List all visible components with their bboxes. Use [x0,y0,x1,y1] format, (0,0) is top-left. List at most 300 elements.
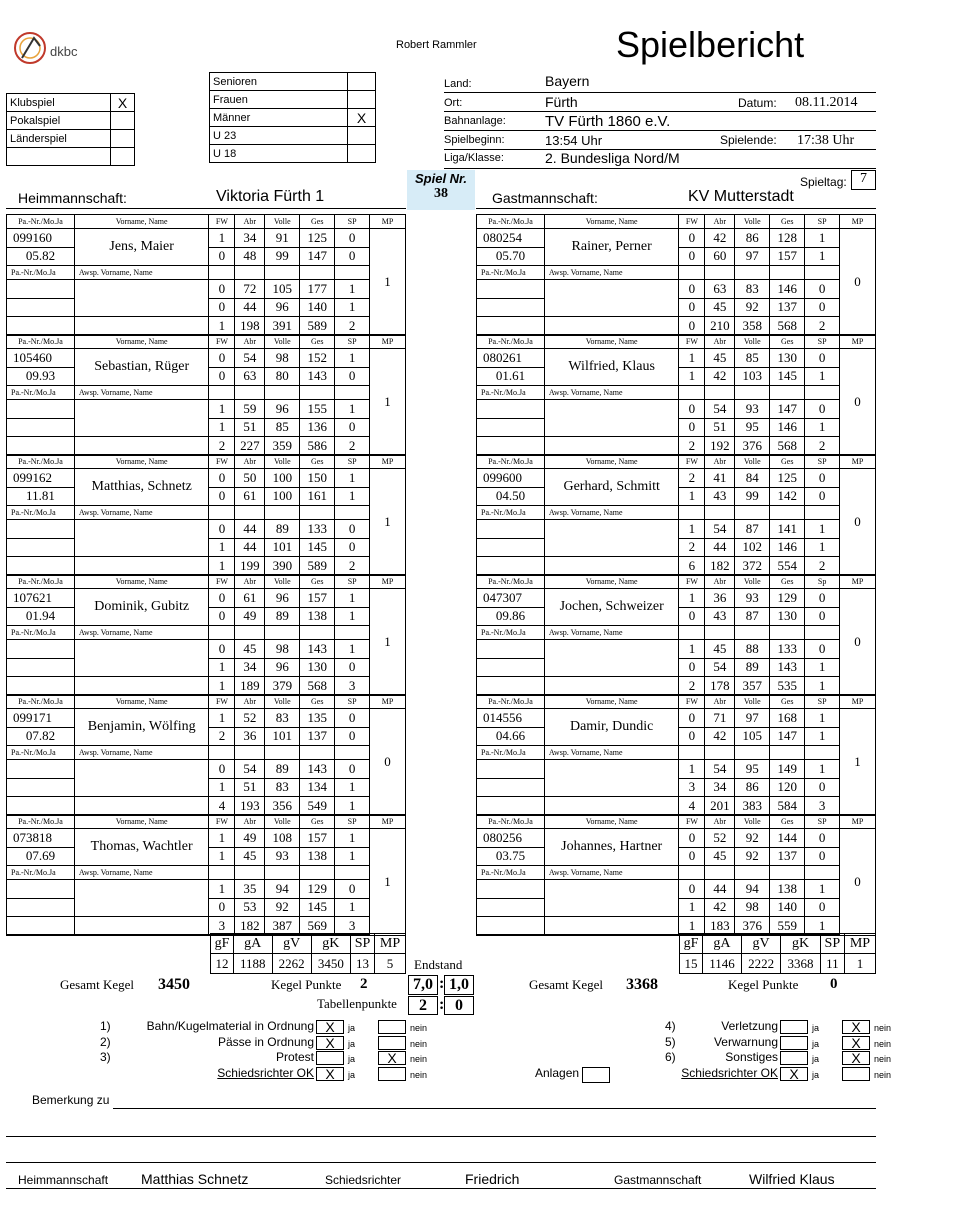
cell: 198 [235,317,265,336]
player-row [477,400,876,419]
cell: Volle [265,455,300,469]
player-block [6,454,406,576]
cell: 1 [335,640,370,659]
cell: 93 [265,847,300,866]
player-row [477,280,876,299]
cell: Pa.-Nr./Mo.Ja [477,266,545,280]
cell: 0 [805,778,840,797]
cell [477,760,545,779]
cell: 0 [679,880,705,899]
player-row [7,829,406,848]
player-row [7,400,406,419]
total-row [477,317,876,336]
cell: 1 [209,778,235,797]
cell [335,506,370,520]
home-gesamt-value: 3450 [158,976,190,993]
land-label: Land: [444,78,472,90]
guest-gesamt-label: Gesamt Kegel [529,977,604,992]
cell: Abr [235,335,265,349]
cell: 356 [265,797,300,816]
ja-label: ja [348,1039,356,1049]
cell: Vorname, Name [544,215,679,229]
cell: Abr [705,575,735,589]
cell [7,658,75,677]
cell: 142 [770,487,805,506]
cell: Pa.-Nr./Mo.Ja [477,575,545,589]
cell: 1 [209,538,235,557]
cell: Awsp. Vorname, Name [74,266,209,280]
cell: 60 [705,247,735,266]
cell [805,506,840,520]
cell: 98 [265,640,300,659]
category-label: Senioren [210,73,348,91]
cell: 54 [705,520,735,539]
cell: FW [209,815,235,829]
cell: 0 [805,298,840,317]
cell: 72 [235,280,265,299]
cell: 047307 [477,589,545,608]
cell [265,626,300,640]
cell: 51 [235,778,265,797]
cell: 13 [350,954,374,974]
cell: 3 [679,778,705,797]
sig-guest-label: Gastmannschaft [614,1173,702,1187]
cell: 0 [209,298,235,317]
cell: 45 [235,847,265,866]
ja-label: ja [812,1070,820,1080]
cell: 0 [805,829,840,848]
total-row [7,797,406,816]
cell: 2 [335,557,370,576]
home-gesamt-label: Gesamt Kegel [60,977,135,992]
cell [265,266,300,280]
cell: 0 [209,520,235,539]
cell: SP [335,695,370,709]
cell: 1 [335,847,370,866]
cell: 130 [300,658,335,677]
cell: 584 [770,797,805,816]
category-label: Männer [210,109,348,127]
cell [544,437,679,456]
cell: 0 [679,229,705,248]
player-block [6,214,406,336]
cell: 0 [335,760,370,779]
cell: 1 [805,367,840,386]
cell [544,880,679,917]
cell [679,266,705,280]
cell: 0 [679,418,705,437]
cell: MP [370,335,406,349]
cell [805,866,840,880]
spiel-nr-label: Spiel Nr. [414,171,468,186]
cell: 4 [679,797,705,816]
player-row [477,349,876,368]
cell: Pa.-Nr./Mo.Ja [7,215,75,229]
cell: 149 [770,760,805,779]
cell: Abr [235,455,265,469]
check-number: 1) [100,1019,111,1033]
cell: 120 [770,778,805,797]
cell: 130 [770,349,805,368]
cell: 1 [679,640,705,659]
cell: 36 [705,589,735,608]
player-name: Sebastian, Rüger [74,349,209,386]
cell: 177 [300,280,335,299]
cell [74,917,209,936]
cell: Vorname, Name [544,695,679,709]
cell: Vorname, Name [74,575,209,589]
cell: 15 [680,954,703,974]
cell: Abr [705,815,735,829]
cell: SP [805,335,840,349]
cell: 559 [770,917,805,936]
category-label: U 18 [210,145,348,163]
cell: MP [840,815,876,829]
nein-label: nein [874,1054,892,1064]
cell: 372 [735,557,770,576]
cell: 143 [770,658,805,677]
cell: MP [370,695,406,709]
cell: 182 [235,917,265,936]
cell: 0 [335,247,370,266]
cell: Abr [705,695,735,709]
cell: 589 [300,557,335,576]
cell: SP [350,934,374,954]
player-mp: 1 [370,829,406,936]
cell: Vorname, Name [74,215,209,229]
sub-header-row [7,506,406,520]
cell: 92 [735,829,770,848]
nein-label: nein [410,1054,428,1064]
endstand-right: 1,0 [444,975,474,995]
check-nein-box: X [842,1036,870,1050]
check-nein-box: X [842,1020,870,1034]
player-date: 07.69 [7,847,75,866]
cell [300,506,335,520]
cell: 91 [265,229,300,248]
header-row [7,575,406,589]
cell: 1 [805,418,840,437]
total-row [7,677,406,696]
nein-label: nein [410,1023,428,1033]
player-date: 09.86 [477,607,545,626]
cell: Volle [735,815,770,829]
cell [235,626,265,640]
cell: 93 [735,589,770,608]
logo-text: dkbc [50,44,78,59]
cell: 1 [335,400,370,419]
cell: 0 [209,247,235,266]
ende-label: Spielende: [720,133,777,147]
player-table [476,334,876,456]
cell: 201 [705,797,735,816]
player-row [7,589,406,608]
cell: Vorname, Name [74,455,209,469]
cell: Pa.-Nr./Mo.Ja [7,266,75,280]
cell: 1 [335,797,370,816]
tabellen-left: 2 [408,996,438,1015]
cell: 1 [805,520,840,539]
cell: FW [679,215,705,229]
cell: Ges [770,215,805,229]
cell: 99 [265,247,300,266]
cell [679,626,705,640]
cell: 71 [705,709,735,728]
player-row [7,469,406,488]
cell: 1 [805,880,840,899]
cell: FW [679,335,705,349]
cell: 101 [265,727,300,746]
cell: 387 [265,917,300,936]
spieltag-label: Spieltag: [800,175,847,189]
cell [544,557,679,576]
cell: Vorname, Name [544,815,679,829]
player-name: Benjamin, Wölfing [74,709,209,746]
check-nein-box [378,1067,406,1081]
cell: 0 [335,538,370,557]
beginn-label: Spielbeginn: [444,134,505,146]
cell: SP [335,815,370,829]
cell: 42 [705,229,735,248]
cell: 2 [209,727,235,746]
cell: Volle [265,575,300,589]
cell [679,746,705,760]
cell: 137 [770,847,805,866]
cell: Volle [265,695,300,709]
cell: MP [370,815,406,829]
cell [735,386,770,400]
player-row [477,589,876,608]
sub-header-row [477,746,876,760]
sub-header-row [7,626,406,640]
cell: 1 [335,487,370,506]
cell: Ges [300,455,335,469]
check-label: Pässe in Ordnung [217,1035,314,1049]
cell [209,506,235,520]
player-table [476,814,876,936]
cell [805,266,840,280]
cell: 89 [265,760,300,779]
cell [477,658,545,677]
cell [544,797,679,816]
nein-label: nein [410,1070,428,1080]
cell: 1 [844,954,875,974]
cell: gV [741,934,780,954]
cell: 099162 [7,469,75,488]
cell: Pa.-Nr./Mo.Ja [477,386,545,400]
cell: Pa.-Nr./Mo.Ja [7,626,75,640]
player-name: Wilfried, Klaus [544,349,679,386]
cell: SP [805,815,840,829]
cell: 1 [805,538,840,557]
ja-label: ja [812,1039,820,1049]
cell: 0 [335,658,370,677]
cell: Pa.-Nr./Mo.Ja [477,866,545,880]
cell: 0 [209,367,235,386]
cell: 11 [820,954,844,974]
cell [477,880,545,899]
cell [265,386,300,400]
cell: Pa.-Nr./Mo.Ja [477,746,545,760]
cell: Abr [235,815,265,829]
cell: 0 [679,607,705,626]
category-mark [348,145,376,163]
cell [7,797,75,816]
cell: MP [370,575,406,589]
cell: 1 [335,349,370,368]
cell [679,506,705,520]
cell: Pa.-Nr./Mo.Ja [7,815,75,829]
cell [7,557,75,576]
cell: 357 [735,677,770,696]
ort-label: Ort: [444,97,463,109]
cell: 1 [805,760,840,779]
cell: FW [209,455,235,469]
cell: Pa.-Nr./Mo.Ja [7,386,75,400]
cell [235,866,265,880]
cell: 95 [735,760,770,779]
cell: 1 [805,658,840,677]
cell: Awsp. Vorname, Name [544,386,679,400]
cell: 549 [300,797,335,816]
cell: 2 [679,677,705,696]
cell [770,746,805,760]
player-row [7,520,406,539]
player-block [476,334,876,456]
cell [7,418,75,437]
cell: 147 [770,400,805,419]
cell [74,280,209,317]
cell: FW [209,695,235,709]
cell: 0 [679,658,705,677]
endstand-left: 7,0 [408,975,438,995]
cell: 54 [705,400,735,419]
cell: Ges [300,695,335,709]
total-row [7,437,406,456]
cell: Pa.-Nr./Mo.Ja [7,866,75,880]
cell [477,400,545,419]
cell: 0 [679,298,705,317]
cell: 88 [735,640,770,659]
cell: 52 [235,709,265,728]
cell: 1 [335,778,370,797]
cell: 183 [705,917,735,936]
cell: 1 [209,880,235,899]
cell: 0 [805,589,840,608]
cell [477,557,545,576]
cell: Abr [235,695,265,709]
cell: 390 [265,557,300,576]
home-team: Viktoria Fürth 1 [216,188,325,205]
cell: 94 [265,880,300,899]
sig-ref: Friedrich [465,1171,520,1187]
cell [735,266,770,280]
game-type-table [6,93,135,166]
cell: SP [335,455,370,469]
sub-header-row [7,746,406,760]
cell: 1 [679,520,705,539]
cell: Volle [735,695,770,709]
cell: 0 [335,727,370,746]
check-nein-box [378,1020,406,1034]
total-row [477,677,876,696]
ja-label: ja [348,1054,356,1064]
cell: Pa.-Nr./Mo.Ja [477,626,545,640]
player-row [7,229,406,248]
total-row [477,437,876,456]
player-table [6,454,406,576]
check-label: Sonstiges [725,1050,778,1064]
player-table [476,454,876,576]
cell: Volle [265,815,300,829]
cell: 44 [705,880,735,899]
cell: 589 [300,317,335,336]
bahn-label: Bahnanlage: [444,115,506,127]
cell: 125 [300,229,335,248]
cell [544,677,679,696]
cell [74,640,209,677]
cell: Vorname, Name [544,455,679,469]
cell: Awsp. Vorname, Name [544,626,679,640]
cell: 97 [735,709,770,728]
player-mp: 0 [840,589,876,696]
player-row [7,640,406,659]
cell: Pa.-Nr./Mo.Ja [477,455,545,469]
cell: 125 [770,469,805,488]
cell [300,866,335,880]
sub-header-row [477,386,876,400]
cell: 0 [805,487,840,506]
cell [705,866,735,880]
player-table [476,574,876,696]
cell [7,298,75,317]
cell: 2 [679,437,705,456]
cell [477,520,545,539]
cell: 014556 [477,709,545,728]
cell [7,538,75,557]
cell [770,266,805,280]
cell: 0 [679,400,705,419]
cell: 140 [300,298,335,317]
cell: 54 [705,658,735,677]
anlagen-box [582,1067,610,1083]
cell: 61 [235,487,265,506]
player-date: 09.93 [7,367,75,386]
cell: 54 [705,760,735,779]
cell [300,386,335,400]
header-row [7,815,406,829]
cell: 49 [235,607,265,626]
cell: 099160 [7,229,75,248]
ja-label: ja [812,1023,820,1033]
cell: 52 [705,829,735,848]
cell: FW [209,575,235,589]
header-row [477,815,876,829]
cell: 157 [300,589,335,608]
cell: Ges [770,335,805,349]
player-mp: 0 [840,349,876,456]
cell: 89 [735,658,770,677]
cell: 0 [805,847,840,866]
cell: 102 [735,538,770,557]
cell: 1 [679,898,705,917]
cell [770,866,805,880]
cell: SP [335,335,370,349]
cell: 105 [265,280,300,299]
cell: 1 [209,229,235,248]
cell [477,317,545,336]
game-type-label: Klubspiel [7,94,111,112]
